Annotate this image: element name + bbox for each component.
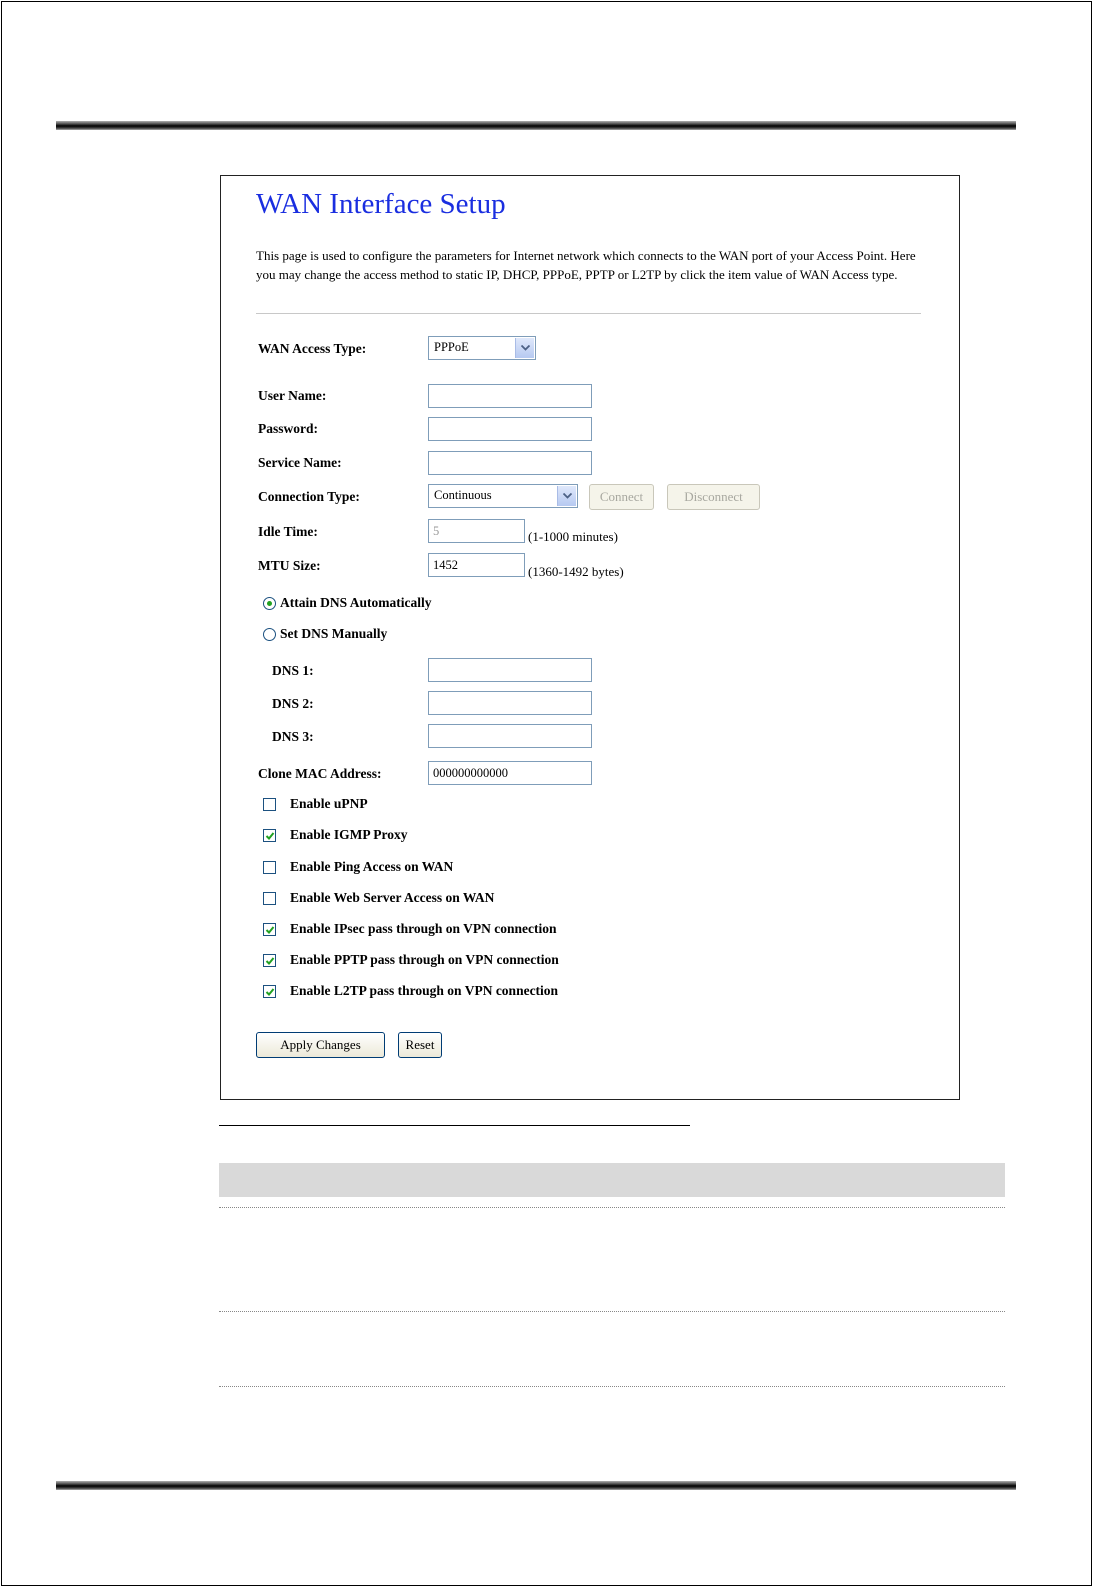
enable-igmp-proxy-label: Enable IGMP Proxy <box>290 827 408 842</box>
table-row-divider <box>219 1386 1005 1387</box>
dns-manual-radio[interactable] <box>263 628 276 641</box>
mtu-size-input[interactable] <box>428 553 525 577</box>
enable-l2tp-passthrough-label: Enable L2TP pass through on VPN connection <box>290 983 559 998</box>
enable-upnp-checkbox[interactable] <box>263 798 276 811</box>
disconnect-button[interactable]: Disconnect <box>667 484 760 510</box>
wan-access-type-value: PPPoE <box>434 340 469 354</box>
enable-web-server-access-checkbox[interactable] <box>263 892 276 905</box>
user-name-input[interactable] <box>428 384 592 408</box>
connection-type-select[interactable] <box>428 484 578 508</box>
wan-access-type-label: WAN Access Type: <box>258 341 367 356</box>
mtu-size-label: MTU Size: <box>258 558 321 573</box>
enable-ping-access-label: Enable Ping Access on WAN <box>290 859 454 874</box>
enable-pptp-passthrough-label: Enable PPTP pass through on VPN connection <box>290 952 559 967</box>
page-description: This page is used to configure the parameters for Internet network which connects to the WAN port of your Access Point. Here you may change the access method to static IP, DHCP, PPPoE, PPTP or L2TP by click the item value of WAN Access type. <box>256 248 916 282</box>
checkmark-icon <box>265 987 275 997</box>
clone-mac-input[interactable] <box>428 761 592 785</box>
enable-web-server-access-label: Enable Web Server Access on WAN <box>290 890 495 905</box>
password-label: Password: <box>258 421 318 436</box>
apply-changes-button[interactable]: Apply Changes <box>256 1032 385 1058</box>
checkmark-icon <box>265 831 275 841</box>
mtu-size-hint: (1360-1492 bytes) <box>528 564 624 579</box>
table-row-divider <box>219 1207 1005 1208</box>
password-input[interactable] <box>428 417 592 441</box>
dns1-label: DNS 1: <box>272 663 314 678</box>
dns1-input[interactable] <box>428 658 592 682</box>
enable-ipsec-passthrough-label: Enable IPsec pass through on VPN connection <box>290 921 557 936</box>
reset-button[interactable]: Reset <box>398 1032 442 1058</box>
wan-setup-panel <box>220 175 960 1100</box>
enable-l2tp-passthrough-checkbox[interactable] <box>263 985 276 998</box>
dns2-input[interactable] <box>428 691 592 715</box>
checkmark-icon <box>265 956 275 966</box>
dns3-label: DNS 3: <box>272 729 314 744</box>
table-header <box>219 1163 1005 1197</box>
enable-pptp-passthrough-checkbox[interactable] <box>263 954 276 967</box>
dns3-input[interactable] <box>428 724 592 748</box>
dns-manual-label: Set DNS Manually <box>280 626 388 641</box>
caption-underline <box>219 1125 690 1126</box>
chevron-down-icon[interactable] <box>515 338 534 358</box>
table-row-divider <box>219 1311 1005 1312</box>
clone-mac-label: Clone MAC Address: <box>258 766 382 781</box>
dns-auto-label: Attain DNS Automatically <box>280 595 432 610</box>
connection-type-label: Connection Type: <box>258 489 360 504</box>
user-name-label: User Name: <box>258 388 327 403</box>
enable-igmp-proxy-checkbox[interactable] <box>263 829 276 842</box>
dns-auto-radio[interactable] <box>263 597 276 610</box>
enable-ping-access-checkbox[interactable] <box>263 861 276 874</box>
footer-rule <box>56 1481 1016 1490</box>
checkmark-icon <box>265 925 275 935</box>
page-title: WAN Interface Setup <box>256 188 506 220</box>
idle-time-hint: (1-1000 minutes) <box>528 529 618 544</box>
enable-upnp-label: Enable uPNP <box>290 796 368 811</box>
enable-ipsec-passthrough-checkbox[interactable] <box>263 923 276 936</box>
connect-button[interactable]: Connect <box>589 484 654 510</box>
connection-type-value: Continuous <box>434 488 492 502</box>
header-rule <box>56 121 1016 130</box>
chevron-down-icon[interactable] <box>557 486 576 506</box>
wan-access-type-select[interactable] <box>428 336 536 360</box>
divider <box>256 313 921 314</box>
dns2-label: DNS 2: <box>272 696 314 711</box>
service-name-label: Service Name: <box>258 455 342 470</box>
service-name-input[interactable] <box>428 451 592 475</box>
idle-time-input[interactable] <box>428 519 525 543</box>
idle-time-label: Idle Time: <box>258 524 318 539</box>
